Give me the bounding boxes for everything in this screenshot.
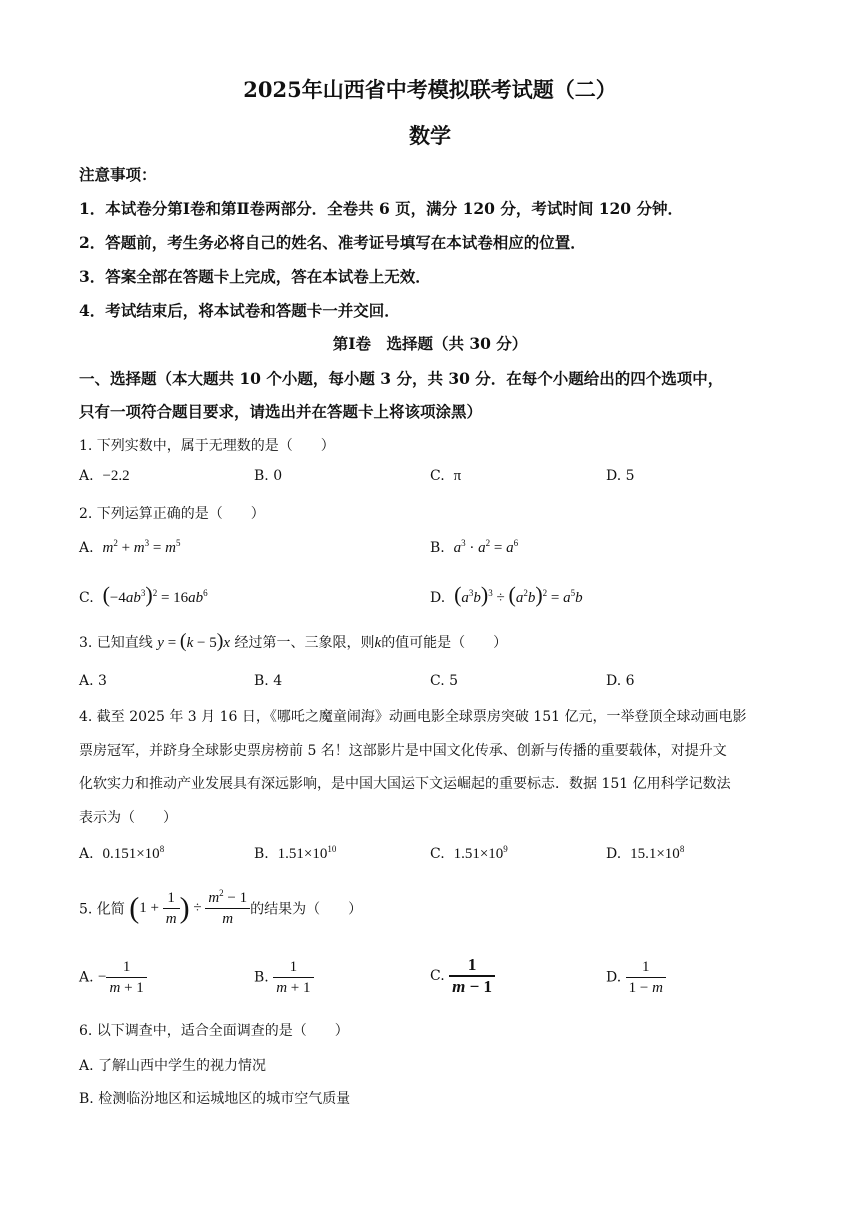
option-a: A. 3 — [79, 673, 107, 689]
notice-item: 4．考试结束后，将本试卷和答题卡一并交回． — [79, 301, 400, 320]
question-stem: 6. 以下调查中，适合全面调查的是（ ） — [79, 1023, 349, 1039]
formula: $\frac{1}{m - 1}$ — [449, 965, 495, 984]
option-label: D. — [430, 590, 446, 606]
option-d — [606, 957, 666, 998]
formula: (1 + $\frac{1}{m}$ ) ÷ $\frac{m^2 - 1}{m}$ — [129, 900, 250, 916]
option-value: $15.1\times 10^8$ — [630, 844, 685, 862]
option-b: B. 检测临汾地区和运城地区的城市空气质量 — [79, 1091, 351, 1107]
question-stem-line: 化软实力和推动产业发展具有深远影响，是中国大国运下文运崛起的重要标志．数据 151 亿用科学记数法 — [79, 776, 731, 792]
option-label: B. — [254, 846, 269, 862]
option-label: C. — [430, 468, 445, 484]
question-stem — [79, 888, 362, 929]
option-value: $1.51\times 10^9$ — [453, 844, 508, 862]
section-instruction: 一、选择题（本大题共 10 个小题，每小题 3 分，共 30 分．在每个小题给出的四个选项中， — [79, 369, 724, 388]
option-label: A. — [79, 846, 94, 862]
stem-text: 3. 已知直线 — [79, 635, 153, 651]
notice-heading: 注意事项： — [79, 165, 157, 184]
section-instruction: 只有一项符合题目要求，请选出并在答题卡上将该项涂黑） — [79, 402, 483, 421]
option-value: $0.151\times 10^8$ — [102, 844, 165, 862]
exam-title: 2025年山西省中考模拟联考试题（二） — [243, 77, 617, 102]
formula: $a^3 \cdot a^2 = a^6$ — [453, 538, 519, 556]
option-c: C. 5 — [430, 673, 459, 689]
option-label: D. — [606, 846, 622, 862]
option-a — [79, 468, 130, 485]
option-label: C. — [79, 590, 94, 606]
option-d: D. 6 — [606, 673, 635, 689]
option-label: C. — [430, 968, 445, 984]
option-label: A. — [79, 540, 94, 556]
option-a: A. 了解山西中学生的视力情况 — [79, 1058, 267, 1074]
option-c — [79, 582, 208, 608]
option-label: D. — [606, 969, 622, 986]
question-stem: 1. 下列实数中，属于无理数的是（ ） — [79, 438, 335, 454]
option-c — [430, 846, 508, 863]
option-label: A. — [79, 468, 94, 484]
question-stem-line: 4. 截至 2025 年 3 月 16 日，《哪吒之魔童闹海》动画电影全球票房突破 151 亿元，一举登顶全球动画电影 — [79, 709, 747, 725]
option-d: D. 5 — [606, 468, 635, 484]
part1-title: 第Ⅰ卷 选择题（共 30 分） — [332, 334, 528, 353]
notice-item: 2．答题前，考生务必将自己的姓名、准考证号填写在本试卷相应的位置． — [79, 233, 586, 252]
formula: k — [374, 635, 382, 651]
formula: $m^2 + m^3 = m^5$ — [102, 538, 181, 556]
formula: $\frac{1}{1 - m}$ — [626, 969, 666, 985]
option-a — [79, 540, 180, 557]
question-stem — [79, 630, 507, 653]
formula: − $\frac{1}{m + 1}$ — [98, 969, 147, 985]
option-d — [430, 582, 583, 608]
question-stem-line: 表示为（ ） — [79, 810, 177, 826]
option-d — [606, 846, 684, 863]
option-b — [430, 540, 518, 557]
question-stem: 2. 下列运算正确的是（ ） — [79, 506, 265, 522]
notice-item: 3．答案全部在答题卡上完成，答在本试卷上无效． — [79, 267, 431, 286]
option-value: $1.51\times 10^{10}$ — [277, 844, 337, 862]
formula: $(a^3b)^3 \div (a^2b)^2 = a^5b$ — [454, 582, 583, 607]
option-c — [430, 955, 495, 997]
subject-title: 数学 — [409, 123, 451, 148]
option-value: π — [453, 468, 462, 484]
stem-text: 经过第一、三象限，则 — [234, 635, 375, 651]
option-b — [254, 846, 336, 863]
formula: $(-4ab^3)^2 = 16ab^6$ — [102, 582, 208, 607]
option-a — [79, 957, 147, 998]
formula: $\frac{1}{m + 1}$ — [273, 969, 313, 985]
option-label: B. — [254, 969, 269, 986]
option-b: B. 4 — [254, 673, 283, 689]
option-label: A. — [79, 969, 94, 986]
option-label: C. — [430, 846, 445, 862]
stem-text: 的值可能是（ ） — [381, 635, 508, 651]
question-stem-line: 票房冠军，并跻身全球影史票房榜前 5 名！这部影片是中国文化传承、创新与传播的重要载体，对提升文 — [79, 743, 727, 759]
stem-text: 的结果为（ ） — [250, 901, 363, 918]
option-c — [430, 468, 461, 485]
option-label: B. — [430, 540, 445, 556]
option-a — [79, 846, 164, 863]
stem-text: 5. 化简 — [79, 901, 125, 918]
option-value: −2.2 — [102, 468, 130, 484]
option-b: B. 0 — [254, 468, 283, 484]
notice-item: 1．本试卷分第Ⅰ卷和第Ⅱ卷两部分．全卷共 6 页，满分 120 分，考试时间 120 分钟． — [79, 199, 683, 218]
option-b — [254, 957, 314, 998]
formula: y = (k − 5)x — [157, 630, 231, 652]
